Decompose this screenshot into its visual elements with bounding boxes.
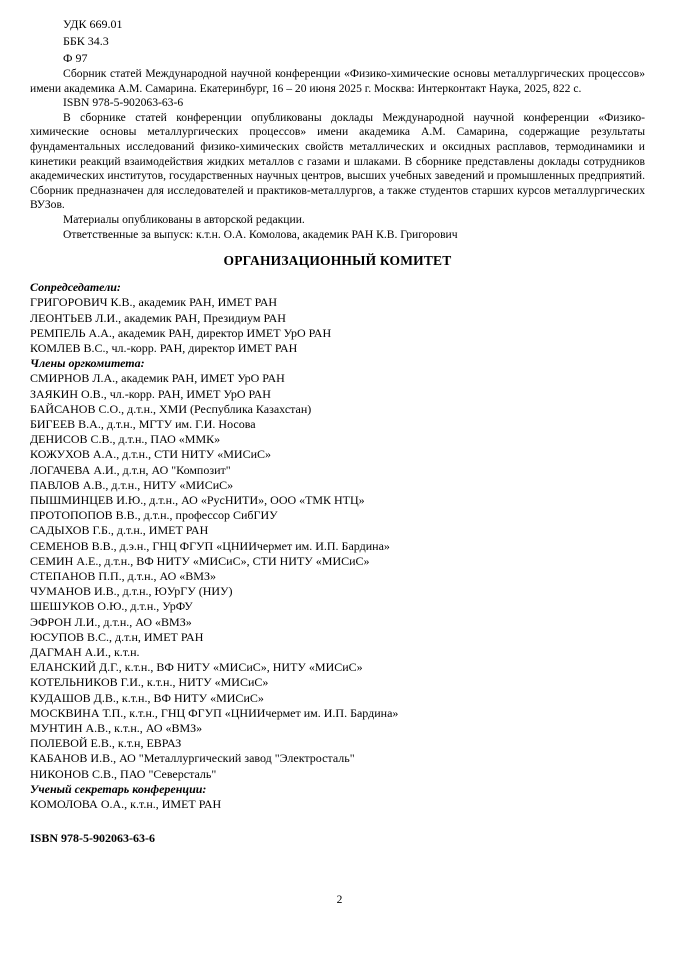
imprint-block <box>30 16 645 67</box>
member-item: ДЕНИСОВ С.В., д.т.н., ПАО «ММК» <box>30 432 221 447</box>
secretary-heading: Ученый секретарь конференции: <box>30 781 207 796</box>
classification-code: Ф 97 <box>63 51 88 65</box>
member-item: СЕМЕНОВ В.В., д.э.н., ГНЦ ФГУП «ЦНИИчермет им. И.П. Бардина» <box>30 538 390 553</box>
member-item: КОТЕЛЬНИКОВ Г.И., к.т.н., НИТУ «МИСиС» <box>30 675 269 690</box>
cochairs-heading: Сопредседатели: <box>30 280 121 295</box>
secretary-item: КОМОЛОВА О.А., к.т.н., ИМЕТ РАН <box>30 797 222 812</box>
bbk-code: ББК 34.3 <box>63 34 109 48</box>
member-item: ЗАЯКИН О.В., чл.-корр. РАН, ИМЕТ УрО РАН <box>30 386 271 401</box>
cochair-item: РЕМПЕЛЬ А.А., академик РАН, директор ИМЕТ УрО РАН <box>30 325 332 340</box>
member-item: КАБАНОВ И.В., АО "Металлургический завод "Электросталь" <box>30 751 355 766</box>
member-item: СТЕПАНОВ П.П., д.т.н., АО «ВМЗ» <box>30 568 216 583</box>
member-item: БИГЕЕВ В.А., д.т.н., МГТУ им. Г.И. Носова <box>30 416 256 431</box>
responsible-line: Ответственные за выпуск: к.т.н. О.А. Комолова, академик РАН К.В. Григорович <box>63 227 458 241</box>
page-number: 2 <box>336 894 343 906</box>
member-item: КОЖУХОВ А.А., д.т.н., СТИ НИТУ «МИСиС» <box>30 447 272 462</box>
cochair-item: КОМЛЕВ В.С., чл.-корр. РАН, директор ИМЕТ РАН <box>30 340 298 355</box>
member-item: ШЕШУКОВ О.Ю., д.т.н., УрФУ <box>30 599 193 614</box>
member-item: СМИРНОВ Л.А., академик РАН, ИМЕТ УрО РАН <box>30 371 285 386</box>
member-item: БАЙСАНОВ С.О., д.т.н., ХМИ (Республика Казахстан) <box>30 401 312 416</box>
member-item: НИКОНОВ С.В., ПАО "Северсталь" <box>30 766 217 781</box>
member-item: ПОЛЕВОЙ Е.В., к.т.н, ЕВРАЗ <box>30 736 182 751</box>
member-item: САДЫХОВ Г.Б., д.т.н., ИМЕТ РАН <box>30 523 209 538</box>
udk-code: УДК 669.01 <box>63 17 123 31</box>
cochair-item: ГРИГОРОВИЧ К.В., академик РАН, ИМЕТ РАН <box>30 295 278 310</box>
member-item: ПЫШМИНЦЕВ И.Ю., д.т.н., АО «РусНИТИ», ООО «ТМК НТЦ» <box>30 492 365 507</box>
member-item: СЕМИН А.Е., д.т.н., ВФ НИТУ «МИСиС», СТИ НИТУ «МИСиС» <box>30 553 370 568</box>
member-item: ЛОГАЧЕВА А.И., д.т.н, АО "Композит" <box>30 462 231 477</box>
isbn-bottom: ISBN 978-5-902063-63-6 <box>30 831 155 845</box>
member-item: ЕЛАНСКИЙ Д.Г., к.т.н., ВФ НИТУ «МИСиС», НИТУ «МИСиС» <box>30 660 363 675</box>
member-item: ДАГМАН А.И., к.т.н. <box>30 645 140 659</box>
member-item: ЭФРОН Л.И., д.т.н., АО «ВМЗ» <box>30 614 192 629</box>
member-item: ПАВЛОВ А.В., д.т.н., НИТУ «МИСиС» <box>30 477 234 492</box>
member-item: МУНТИН А.В., к.т.н., АО «ВМЗ» <box>30 721 203 736</box>
edition-note: Материалы опубликованы в авторской редакции. <box>63 212 305 226</box>
isbn-top: ISBN 978-5-902063-63-6 <box>63 96 184 110</box>
member-item: ПРОТОПОПОВ В.В., д.т.н., профессор СибГИУ <box>30 508 278 523</box>
cochair-item: ЛЕОНТЬЕВ Л.И., академик РАН, Президиум РАН <box>30 310 286 325</box>
member-item: ЮСУПОВ В.С., д.т.н, ИМЕТ РАН <box>30 629 204 644</box>
bibliographic-description: Сборник статей Международной научной конференции «Физико-химические основы металлургических процессов» имени академика А.М. Самарина. Екатеринбург, 16 – 20 июня 2025 г. Москва: Интерконтакт Наука, 2025, 822 с. <box>30 67 645 95</box>
member-item: ЧУМАНОВ И.В., д.т.н., ЮУрГУ (НИУ) <box>30 584 233 599</box>
committee-title: ОРГАНИЗАЦИОННЫЙ КОМИТЕТ <box>223 253 452 269</box>
committee-list <box>30 280 645 812</box>
members-heading: Члены оргкомитета: <box>30 356 145 371</box>
abstract-paragraph: В сборнике статей конференции опубликованы доклады Международной научной конференции «Физико-химические основы металлургических процессов» имени академика А.М. Самарина, содержащие результаты фундаментальных исследований физико-химических свойств металлических и оксидных расплавов, термодинамики и кинетики реакций взаимодействия жидких металлов с газами и шлаками. В сборнике представлены доклады сотрудников академических институтов, государственных научных центров, высших учебных заведений и промышленных предприятий. Сборник предназначен для исследователей и практиков-металлургов, а также студентов старших курсов металлургических ВУЗов. <box>30 110 645 212</box>
member-item: МОСКВИНА Т.П., к.т.н., ГНЦ ФГУП «ЦНИИчермет им. И.П. Бардина» <box>30 705 399 720</box>
member-item: КУДАШОВ Д.В., к.т.н., ВФ НИТУ «МИСиС» <box>30 690 264 705</box>
